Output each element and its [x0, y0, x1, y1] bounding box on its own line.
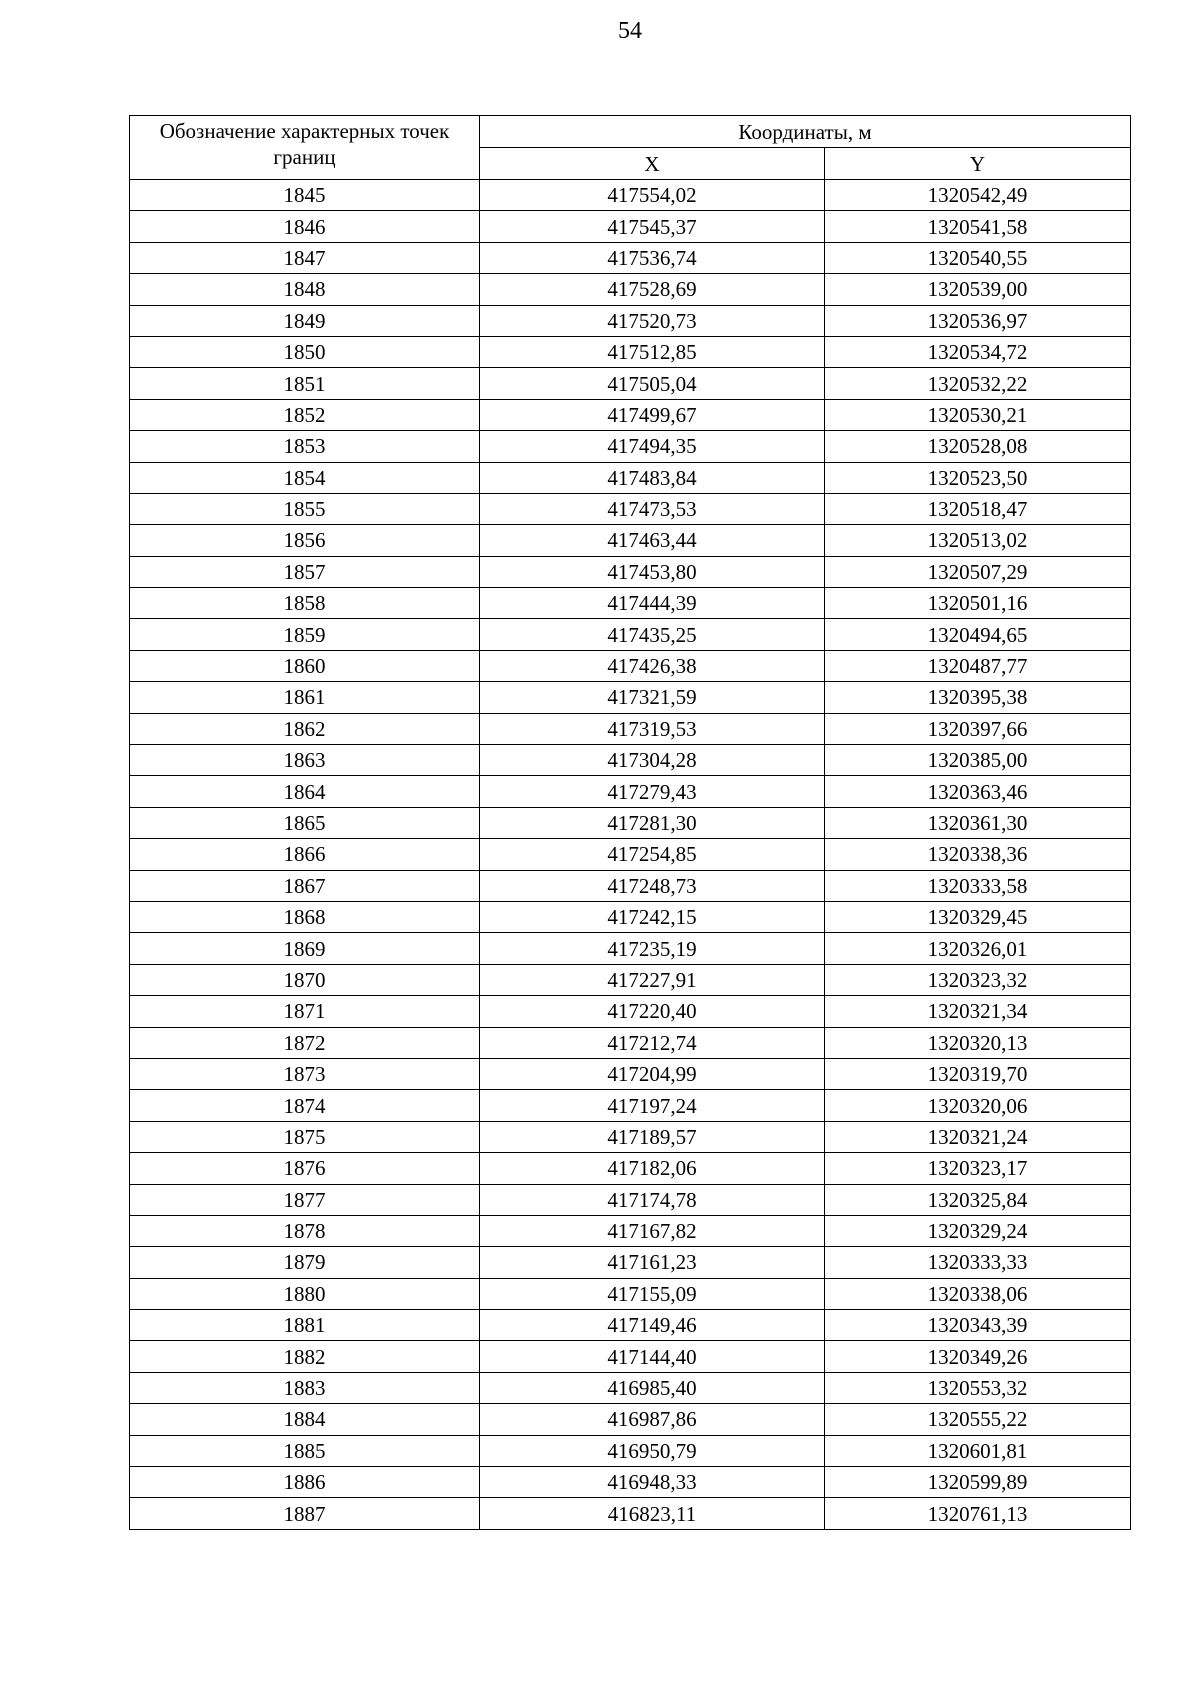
table-row — [130, 368, 1131, 399]
cell-x: 417483,84 — [480, 462, 825, 493]
table-header — [130, 116, 1131, 180]
table-row — [130, 901, 1131, 932]
cell-x: 417167,82 — [480, 1215, 825, 1246]
cell-x: 417453,80 — [480, 556, 825, 587]
table-row — [130, 1027, 1131, 1058]
cell-x: 417505,04 — [480, 368, 825, 399]
cell-x: 417512,85 — [480, 336, 825, 367]
cell-y: 1320326,01 — [825, 933, 1131, 964]
cell-point: 1847 — [130, 242, 480, 273]
cell-y: 1320518,47 — [825, 493, 1131, 524]
cell-point: 1870 — [130, 964, 480, 995]
cell-point: 1880 — [130, 1278, 480, 1309]
cell-point: 1865 — [130, 807, 480, 838]
table-row — [130, 1341, 1131, 1372]
cell-point: 1866 — [130, 839, 480, 870]
table-row — [130, 1310, 1131, 1341]
cell-y: 1320523,50 — [825, 462, 1131, 493]
cell-y: 1320507,29 — [825, 556, 1131, 587]
cell-point: 1881 — [130, 1310, 480, 1341]
cell-y: 1320349,26 — [825, 1341, 1131, 1372]
table-row — [130, 745, 1131, 776]
cell-y: 1320601,81 — [825, 1435, 1131, 1466]
table-body — [130, 180, 1131, 1530]
cell-x: 417319,53 — [480, 713, 825, 744]
cell-point: 1885 — [130, 1435, 480, 1466]
cell-x: 417144,40 — [480, 1341, 825, 1372]
cell-point: 1879 — [130, 1247, 480, 1278]
cell-y: 1320540,55 — [825, 242, 1131, 273]
cell-y: 1320397,66 — [825, 713, 1131, 744]
page-number: 54 — [618, 18, 642, 44]
cell-point: 1875 — [130, 1121, 480, 1152]
cell-x: 417155,09 — [480, 1278, 825, 1309]
cell-y: 1320487,77 — [825, 650, 1131, 681]
cell-x: 417494,35 — [480, 431, 825, 462]
cell-point: 1860 — [130, 650, 480, 681]
table-row — [130, 274, 1131, 305]
cell-x: 417536,74 — [480, 242, 825, 273]
header-x: X — [480, 148, 825, 180]
cell-point: 1848 — [130, 274, 480, 305]
cell-x: 417426,38 — [480, 650, 825, 681]
cell-x: 417473,53 — [480, 493, 825, 524]
cell-x: 417279,43 — [480, 776, 825, 807]
table-row — [130, 619, 1131, 650]
cell-x: 417304,28 — [480, 745, 825, 776]
cell-x: 417499,67 — [480, 399, 825, 430]
table-row — [130, 996, 1131, 1027]
cell-point: 1877 — [130, 1184, 480, 1215]
table-row — [130, 525, 1131, 556]
table-row — [130, 1090, 1131, 1121]
cell-y: 1320325,84 — [825, 1184, 1131, 1215]
table-row — [130, 1184, 1131, 1215]
cell-y: 1320536,97 — [825, 305, 1131, 336]
cell-y: 1320542,49 — [825, 180, 1131, 211]
cell-x: 417281,30 — [480, 807, 825, 838]
cell-y: 1320319,70 — [825, 1058, 1131, 1089]
table-row — [130, 305, 1131, 336]
cell-y: 1320599,89 — [825, 1467, 1131, 1498]
cell-x: 416985,40 — [480, 1372, 825, 1403]
cell-point: 1873 — [130, 1058, 480, 1089]
cell-y: 1320321,34 — [825, 996, 1131, 1027]
cell-x: 417242,15 — [480, 901, 825, 932]
table-row — [130, 933, 1131, 964]
cell-point: 1874 — [130, 1090, 480, 1121]
cell-y: 1320333,33 — [825, 1247, 1131, 1278]
cell-y: 1320343,39 — [825, 1310, 1131, 1341]
table-row — [130, 964, 1131, 995]
cell-point: 1845 — [130, 180, 480, 211]
cell-x: 416948,33 — [480, 1467, 825, 1498]
cell-point: 1851 — [130, 368, 480, 399]
cell-x: 417321,59 — [480, 682, 825, 713]
cell-x: 417520,73 — [480, 305, 825, 336]
cell-y: 1320528,08 — [825, 431, 1131, 462]
table-row — [130, 1372, 1131, 1403]
table-row — [130, 1278, 1131, 1309]
cell-point: 1861 — [130, 682, 480, 713]
cell-y: 1320333,58 — [825, 870, 1131, 901]
cell-y: 1320539,00 — [825, 274, 1131, 305]
cell-point: 1878 — [130, 1215, 480, 1246]
table-row — [130, 588, 1131, 619]
cell-point: 1853 — [130, 431, 480, 462]
cell-point: 1852 — [130, 399, 480, 430]
cell-y: 1320530,21 — [825, 399, 1131, 430]
cell-y: 1320320,13 — [825, 1027, 1131, 1058]
table-row — [130, 336, 1131, 367]
table-row — [130, 650, 1131, 681]
cell-y: 1320323,17 — [825, 1153, 1131, 1184]
cell-point: 1868 — [130, 901, 480, 932]
table-row — [130, 399, 1131, 430]
cell-y: 1320541,58 — [825, 211, 1131, 242]
cell-x: 417463,44 — [480, 525, 825, 556]
cell-point: 1883 — [130, 1372, 480, 1403]
header-point-designation: Обозначение характерных точек границ — [130, 116, 480, 180]
cell-point: 1869 — [130, 933, 480, 964]
cell-y: 1320323,32 — [825, 964, 1131, 995]
cell-y: 1320329,24 — [825, 1215, 1131, 1246]
table-row — [130, 431, 1131, 462]
cell-x: 417204,99 — [480, 1058, 825, 1089]
cell-point: 1867 — [130, 870, 480, 901]
table-row — [130, 556, 1131, 587]
cell-x: 417254,85 — [480, 839, 825, 870]
cell-point: 1849 — [130, 305, 480, 336]
cell-y: 1320329,45 — [825, 901, 1131, 932]
table-row — [130, 682, 1131, 713]
cell-point: 1882 — [130, 1341, 480, 1372]
table-row — [130, 713, 1131, 744]
table-row — [130, 1498, 1131, 1529]
cell-x: 417220,40 — [480, 996, 825, 1027]
cell-y: 1320494,65 — [825, 619, 1131, 650]
cell-x: 417554,02 — [480, 180, 825, 211]
cell-y: 1320385,00 — [825, 745, 1131, 776]
cell-x: 417235,19 — [480, 933, 825, 964]
cell-point: 1859 — [130, 619, 480, 650]
cell-x: 417444,39 — [480, 588, 825, 619]
table-row — [130, 1247, 1131, 1278]
cell-point: 1863 — [130, 745, 480, 776]
cell-point: 1846 — [130, 211, 480, 242]
cell-x: 417182,06 — [480, 1153, 825, 1184]
cell-y: 1320338,06 — [825, 1278, 1131, 1309]
cell-point: 1854 — [130, 462, 480, 493]
cell-x: 417197,24 — [480, 1090, 825, 1121]
table-row — [130, 1435, 1131, 1466]
table-row — [130, 211, 1131, 242]
table-row — [130, 1215, 1131, 1246]
table-row — [130, 1467, 1131, 1498]
table-row — [130, 1121, 1131, 1152]
cell-point: 1850 — [130, 336, 480, 367]
table-row — [130, 807, 1131, 838]
table-row — [130, 493, 1131, 524]
cell-point: 1872 — [130, 1027, 480, 1058]
cell-x: 417189,57 — [480, 1121, 825, 1152]
cell-point: 1884 — [130, 1404, 480, 1435]
cell-y: 1320532,22 — [825, 368, 1131, 399]
table-row — [130, 839, 1131, 870]
table-row — [130, 462, 1131, 493]
table-row — [130, 1404, 1131, 1435]
cell-point: 1856 — [130, 525, 480, 556]
cell-y: 1320395,38 — [825, 682, 1131, 713]
cell-point: 1864 — [130, 776, 480, 807]
cell-y: 1320338,36 — [825, 839, 1131, 870]
cell-y: 1320501,16 — [825, 588, 1131, 619]
table-row — [130, 242, 1131, 273]
cell-x: 417212,74 — [480, 1027, 825, 1058]
cell-y: 1320761,13 — [825, 1498, 1131, 1529]
cell-x: 417545,37 — [480, 211, 825, 242]
cell-x: 417149,46 — [480, 1310, 825, 1341]
cell-point: 1855 — [130, 493, 480, 524]
cell-y: 1320534,72 — [825, 336, 1131, 367]
cell-x: 417248,73 — [480, 870, 825, 901]
cell-x: 416987,86 — [480, 1404, 825, 1435]
header-y: Y — [825, 148, 1131, 180]
table-row — [130, 870, 1131, 901]
table-row — [130, 180, 1131, 211]
cell-x: 416950,79 — [480, 1435, 825, 1466]
cell-y: 1320553,32 — [825, 1372, 1131, 1403]
cell-point: 1857 — [130, 556, 480, 587]
header-coordinates: Координаты, м — [480, 116, 1131, 148]
cell-x: 417174,78 — [480, 1184, 825, 1215]
cell-y: 1320555,22 — [825, 1404, 1131, 1435]
cell-point: 1871 — [130, 996, 480, 1027]
table-row — [130, 776, 1131, 807]
cell-x: 417227,91 — [480, 964, 825, 995]
cell-x: 416823,11 — [480, 1498, 825, 1529]
cell-x: 417528,69 — [480, 274, 825, 305]
coordinates-table — [129, 115, 1131, 1530]
cell-y: 1320513,02 — [825, 525, 1131, 556]
cell-x: 417435,25 — [480, 619, 825, 650]
cell-point: 1876 — [130, 1153, 480, 1184]
table-row — [130, 1058, 1131, 1089]
cell-y: 1320320,06 — [825, 1090, 1131, 1121]
cell-x: 417161,23 — [480, 1247, 825, 1278]
cell-y: 1320361,30 — [825, 807, 1131, 838]
cell-y: 1320363,46 — [825, 776, 1131, 807]
cell-point: 1886 — [130, 1467, 480, 1498]
cell-point: 1887 — [130, 1498, 480, 1529]
cell-y: 1320321,24 — [825, 1121, 1131, 1152]
cell-point: 1862 — [130, 713, 480, 744]
cell-point: 1858 — [130, 588, 480, 619]
table-row — [130, 1153, 1131, 1184]
